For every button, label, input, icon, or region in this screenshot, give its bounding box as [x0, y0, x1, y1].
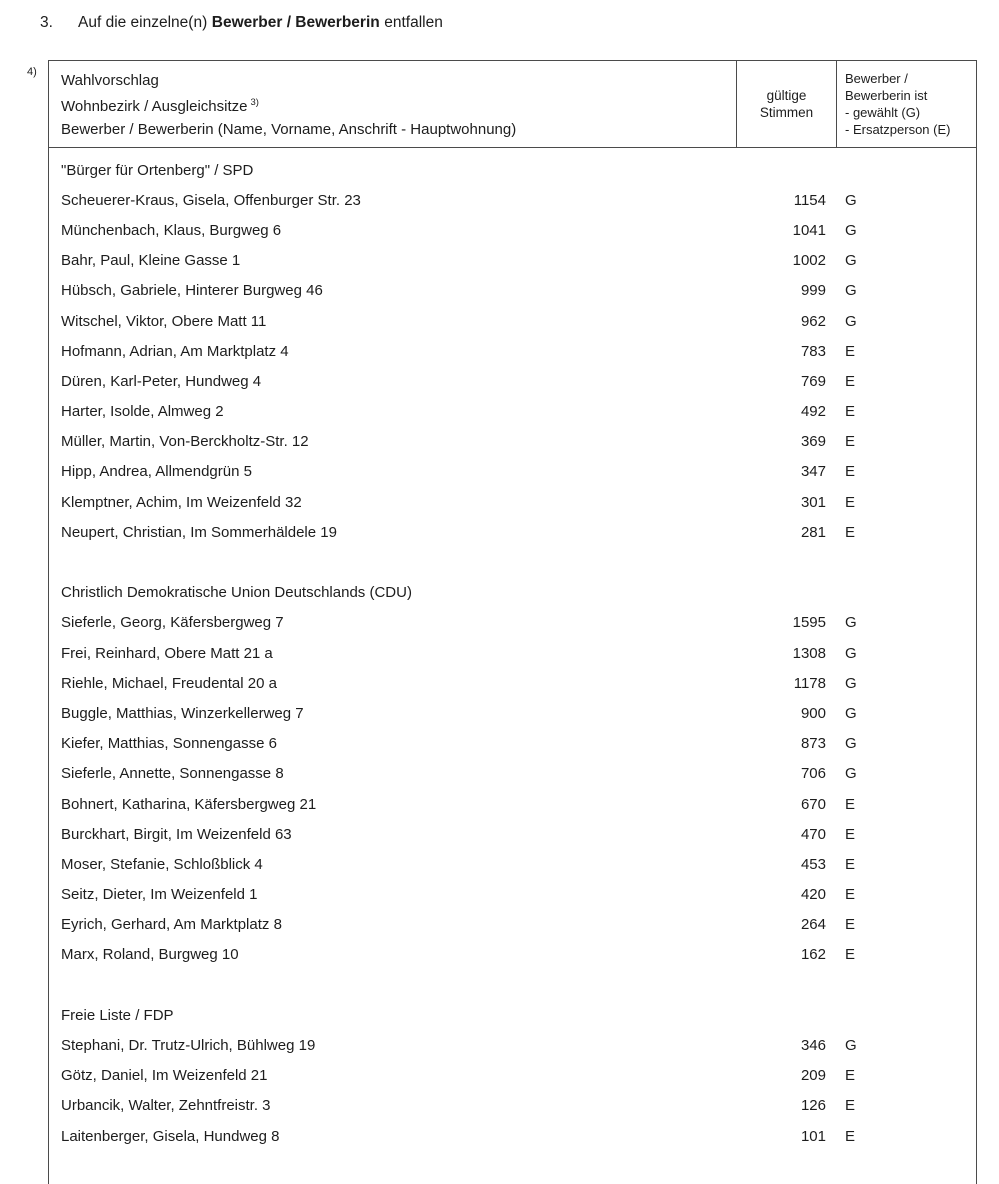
candidate-status: G: [845, 1037, 857, 1055]
candidate-row: [49, 1061, 976, 1091]
candidate-row: [49, 698, 976, 728]
candidate-status: G: [845, 644, 857, 662]
candidate-votes: 900: [800, 704, 826, 722]
candidate-status: G: [845, 735, 857, 753]
candidate-votes: 162: [800, 946, 826, 964]
table-body: [48, 148, 977, 1184]
candidate-name: Münchenbach, Klaus, Burgweg 6: [61, 221, 282, 239]
candidate-row: [49, 638, 976, 668]
candidate-row: [49, 185, 976, 215]
candidate-name: Burckhart, Birgit, Im Weizenfeld 63: [61, 825, 292, 843]
candidate-votes: 420: [800, 886, 826, 904]
candidate-status: E: [845, 1127, 856, 1145]
candidate-name: Witschel, Viktor, Obere Matt 11: [61, 312, 267, 330]
candidate-status: G: [845, 674, 857, 692]
header-line-wohnbezirk: Wohnbezirk / Ausgleichsitze $^{3)}$: [61, 97, 259, 116]
candidate-status: E: [845, 946, 856, 964]
candidate-votes: 706: [800, 765, 826, 783]
candidate-name: Hofmann, Adrian, Am Marktplatz 4: [61, 342, 289, 360]
candidate-row: [49, 1121, 976, 1151]
candidate-votes: 126: [800, 1097, 826, 1115]
candidate-name: Riehle, Michael, Freudental 20 a: [61, 674, 277, 692]
section-spacer: [49, 970, 976, 1000]
candidate-status: E: [845, 493, 856, 511]
candidate-votes: 873: [800, 735, 826, 753]
candidate-votes: 670: [800, 795, 826, 813]
candidate-status: E: [845, 433, 856, 451]
header-col-status: Bewerber / Bewerberin ist - gewählt (G) - Ersatzperson (E): [836, 61, 976, 147]
section-spacer: [49, 547, 976, 577]
candidate-name: Bohnert, Katharina, Käfersbergweg 21: [61, 795, 317, 813]
title-regular: Auf die einzelne(n): [78, 14, 208, 31]
candidate-row: [49, 457, 976, 487]
candidate-row: [49, 1091, 976, 1121]
party-name: "Bürger für Ortenberg" / SPD: [61, 161, 254, 179]
candidate-name: Hipp, Andrea, Allmendgrün 5: [61, 463, 252, 481]
candidate-row: [49, 849, 976, 879]
candidate-status: E: [845, 463, 856, 481]
party-name: Freie Liste / FDP: [61, 1006, 174, 1024]
candidate-status: G: [845, 191, 857, 209]
candidate-row: [49, 910, 976, 940]
candidate-row: [49, 487, 976, 517]
candidate-status: G: [845, 221, 857, 239]
candidate-name: Frei, Reinhard, Obere Matt 21 a: [61, 644, 273, 662]
candidate-name: Neupert, Christian, Im Sommerhäldele 19: [61, 523, 337, 541]
candidate-votes: 101: [800, 1127, 826, 1145]
candidate-votes: 281: [800, 523, 826, 541]
candidate-row: [49, 246, 976, 276]
candidate-status: E: [845, 523, 856, 541]
header-line-wahlvorschlag: Wahlvorschlag: [61, 72, 159, 89]
party-header-row: [49, 578, 976, 608]
candidate-votes: 999: [800, 282, 826, 300]
table-header: [48, 60, 977, 148]
candidate-row: [49, 819, 976, 849]
candidate-votes: 1595: [792, 614, 826, 632]
candidate-row: [49, 1030, 976, 1060]
candidate-votes: 1308: [792, 644, 826, 662]
title-suffix: entfallen: [384, 14, 443, 31]
candidate-name: Harter, Isolde, Almweg 2: [61, 403, 224, 421]
candidate-status: G: [845, 282, 857, 300]
candidate-votes: 470: [800, 825, 826, 843]
candidate-votes: 1002: [792, 252, 826, 270]
candidate-row: [49, 336, 976, 366]
header-line-bewerber: Bewerber / Bewerberin (Name, Vorname, Anschrift - Hauptwohnung): [61, 120, 517, 138]
party-header-row: [49, 1000, 976, 1030]
candidate-name: Marx, Roland, Burgweg 10: [61, 946, 239, 964]
footnote-3-marker: 3): [250, 97, 259, 109]
candidate-status: G: [845, 765, 857, 783]
candidate-row: [49, 608, 976, 638]
candidate-row: [49, 668, 976, 698]
section-title-text: [78, 13, 443, 33]
candidate-name: Scheuerer-Kraus, Gisela, Offenburger Str. 23: [61, 191, 361, 209]
candidate-status: E: [845, 1097, 856, 1115]
candidate-votes: 492: [800, 403, 826, 421]
candidate-votes: 264: [800, 916, 826, 934]
candidate-name: Seitz, Dieter, Im Weizenfeld 1: [61, 886, 258, 904]
candidate-name: Sieferle, Georg, Käfersbergweg 7: [61, 614, 284, 632]
candidate-votes: 301: [800, 493, 826, 511]
candidate-votes: 962: [800, 312, 826, 330]
candidate-row: [49, 276, 976, 306]
candidate-row: [49, 427, 976, 457]
candidate-name: Sieferle, Annette, Sonnengasse 8: [61, 765, 284, 783]
candidate-name: Hübsch, Gabriele, Hinterer Burgweg 46: [61, 282, 323, 300]
candidate-name: Eyrich, Gerhard, Am Marktplatz 8: [61, 916, 282, 934]
candidate-votes: 769: [800, 372, 826, 390]
candidate-row: [49, 940, 976, 970]
section-title: [40, 13, 443, 33]
candidate-name: Düren, Karl-Peter, Hundweg 4: [61, 372, 262, 390]
table-footnote-marker: 4): [27, 66, 37, 78]
candidate-status: E: [845, 825, 856, 843]
candidate-status: G: [845, 312, 857, 330]
candidate-status: E: [845, 403, 856, 421]
candidate-status: G: [845, 614, 857, 632]
header-col-wahlvorschlag: [49, 61, 736, 147]
candidate-votes: 347: [800, 463, 826, 481]
candidate-row: [49, 517, 976, 547]
candidate-status: E: [845, 916, 856, 934]
candidate-name: Kiefer, Matthias, Sonnengasse 6: [61, 735, 277, 753]
header-col-gueltige-stimmen: gültige Stimmen: [736, 61, 836, 147]
candidate-status: E: [845, 372, 856, 390]
candidate-votes: 1154: [793, 191, 826, 209]
candidate-row: [49, 880, 976, 910]
candidate-name: Müller, Martin, Von-Berckholtz-Str. 12: [61, 433, 309, 451]
candidate-name: Bahr, Paul, Kleine Gasse 1: [61, 252, 241, 270]
candidate-status: E: [845, 342, 856, 360]
candidate-row: [49, 366, 976, 396]
candidate-votes: 1178: [793, 674, 826, 692]
candidate-name: Moser, Stefanie, Schloßblick 4: [61, 855, 263, 873]
candidate-name: Urbancik, Walter, Zehntfreistr. 3: [61, 1097, 271, 1115]
candidate-votes: 209: [800, 1067, 826, 1085]
section-number: 3.: [40, 14, 53, 31]
candidate-name: Götz, Daniel, Im Weizenfeld 21: [61, 1067, 268, 1085]
candidate-status: E: [845, 886, 856, 904]
candidate-status: E: [845, 795, 856, 813]
title-bold: Bewerber / Bewerberin: [211, 14, 380, 31]
candidate-name: Buggle, Matthias, Winzerkellerweg 7: [61, 704, 304, 722]
party-header-row: [49, 155, 976, 185]
candidate-name: Laitenberger, Gisela, Hundweg 8: [61, 1127, 280, 1145]
candidate-row: [49, 759, 976, 789]
candidate-status: E: [845, 855, 856, 873]
candidate-row: [49, 397, 976, 427]
candidate-name: Klemptner, Achim, Im Weizenfeld 32: [61, 493, 302, 511]
candidate-status: G: [845, 704, 857, 722]
candidate-row: [49, 306, 976, 336]
candidate-status: G: [845, 252, 857, 270]
candidate-status: E: [845, 1067, 856, 1085]
candidate-votes: 783: [800, 342, 826, 360]
candidate-votes: 369: [800, 433, 826, 451]
candidate-row: [49, 215, 976, 245]
party-name: Christlich Demokratische Union Deutschlands (CDU): [61, 584, 412, 602]
candidate-votes: 1041: [792, 221, 826, 239]
candidate-name: Stephani, Dr. Trutz-Ulrich, Bühlweg 19: [61, 1037, 316, 1055]
candidate-votes: 453: [800, 855, 826, 873]
candidate-row: [49, 729, 976, 759]
candidate-row: [49, 789, 976, 819]
candidate-votes: 346: [800, 1037, 826, 1055]
